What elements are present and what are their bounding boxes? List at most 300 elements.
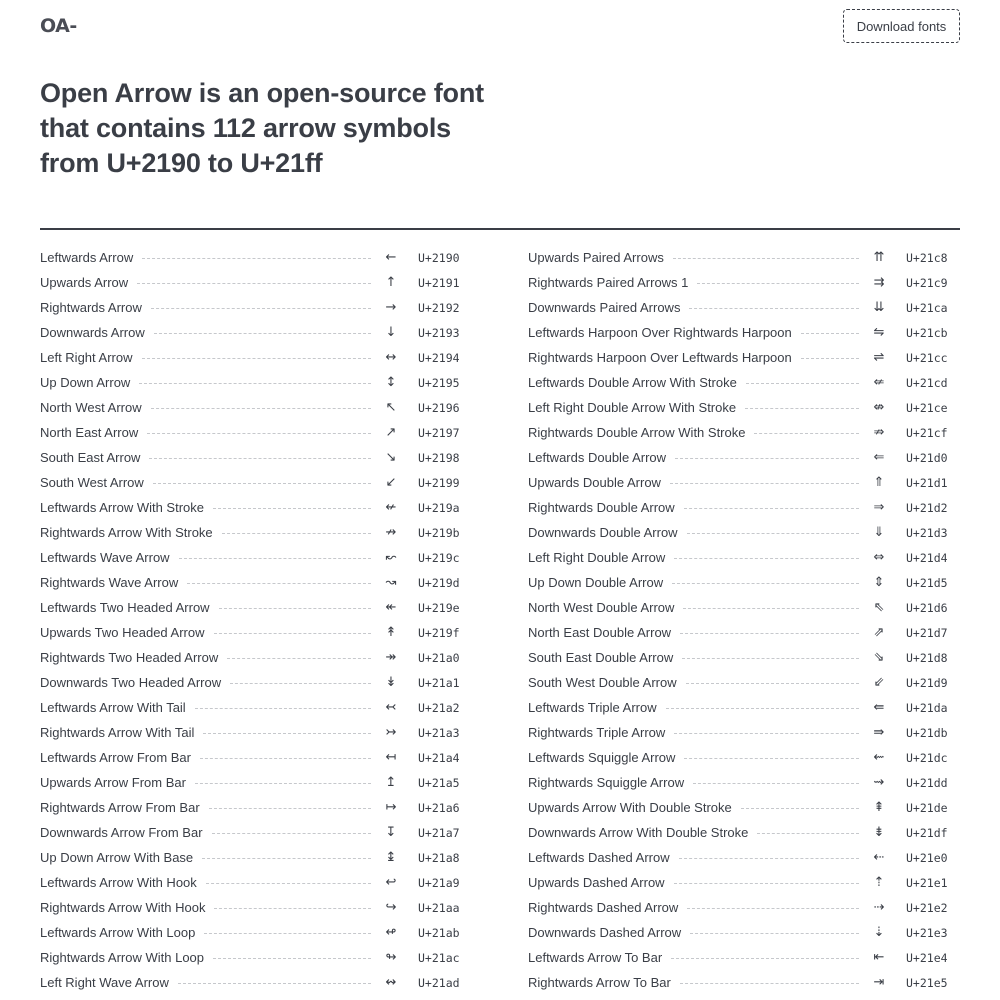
dotted-leader [682, 658, 859, 659]
arrow-name: Downwards Arrow [40, 325, 145, 340]
arrow-glyph-icon: ⇋ [873, 325, 885, 340]
arrow-name: Rightwards Arrow With Hook [40, 900, 206, 915]
arrow-name: Leftwards Double Arrow With Stroke [528, 375, 737, 390]
arrow-glyph-icon: ↤ [385, 750, 397, 765]
arrow-glyph-icon: ⇡ [873, 875, 885, 890]
unicode-codepoint: U+21d8 [906, 650, 948, 665]
arrow-name: Leftwards Squiggle Arrow [528, 750, 676, 765]
arrow-row [40, 795, 472, 820]
arrow-list-left [40, 245, 472, 995]
arrow-glyph-icon: ⇜ [873, 750, 885, 765]
arrow-name: Downwards Two Headed Arrow [40, 675, 222, 690]
arrow-glyph-icon: ⇖ [873, 600, 885, 615]
arrow-name: Rightwards Arrow With Loop [40, 950, 205, 965]
arrow-row [528, 570, 960, 595]
arrow-row [40, 545, 472, 570]
arrow-name: Leftwards Triple Arrow [528, 700, 657, 715]
arrow-glyph-icon: ↜ [385, 550, 397, 565]
arrow-row [40, 920, 472, 945]
arrow-row [528, 470, 960, 495]
unicode-codepoint: U+21e5 [906, 975, 948, 990]
dotted-leader [680, 983, 859, 984]
unicode-codepoint: U+21d2 [906, 500, 948, 515]
dotted-leader [147, 433, 371, 434]
arrow-name: Rightwards Arrow From Bar [40, 800, 200, 815]
unicode-codepoint: U+21cb [906, 325, 948, 340]
unicode-codepoint: U+219f [418, 625, 460, 640]
unicode-codepoint: U+21a9 [418, 875, 460, 890]
dotted-leader [212, 833, 371, 834]
dotted-leader [203, 733, 371, 734]
dotted-leader [674, 733, 859, 734]
unicode-codepoint: U+21c9 [906, 275, 948, 290]
arrow-glyph-icon: ⇕ [873, 575, 885, 590]
arrow-glyph-icon: ⇝ [873, 775, 885, 790]
arrow-name: Up Down Arrow With Base [40, 850, 194, 865]
arrow-glyph-icon: ↙ [385, 475, 397, 490]
dotted-leader [741, 808, 859, 809]
arrow-name: Downwards Arrow With Double Stroke [528, 825, 749, 840]
unicode-codepoint: U+219d [418, 575, 460, 590]
dotted-leader [213, 958, 371, 959]
arrow-row [40, 695, 472, 720]
arrow-row [528, 420, 960, 445]
arrow-glyph-icon: ⇐ [873, 450, 885, 465]
dotted-leader [153, 483, 371, 484]
unicode-codepoint: U+21a3 [418, 725, 460, 740]
arrow-glyph-icon: ↣ [385, 725, 397, 740]
dotted-leader [187, 583, 371, 584]
arrow-row [40, 945, 472, 970]
unicode-codepoint: U+21dc [906, 750, 948, 765]
arrow-glyph-icon: ↡ [385, 675, 397, 690]
arrow-row [528, 820, 960, 845]
unicode-codepoint: U+2198 [418, 450, 460, 465]
arrow-row [528, 595, 960, 620]
arrow-name: North West Double Arrow [528, 600, 675, 615]
unicode-codepoint: U+2191 [418, 275, 460, 290]
arrow-row [528, 245, 960, 270]
dotted-leader [214, 908, 371, 909]
unicode-codepoint: U+21db [906, 725, 948, 740]
arrow-glyph-icon: → [385, 300, 397, 315]
arrow-row [40, 770, 472, 795]
arrow-glyph-icon: ↚ [385, 500, 397, 515]
arrow-name: South West Double Arrow [528, 675, 677, 690]
arrow-name: South East Double Arrow [528, 650, 674, 665]
arrow-row [528, 370, 960, 395]
dotted-leader [674, 883, 859, 884]
unicode-codepoint: U+21d9 [906, 675, 948, 690]
arrow-row [40, 320, 472, 345]
arrow-name: Upwards Dashed Arrow [528, 875, 665, 890]
arrow-row [40, 745, 472, 770]
arrow-name: Leftwards Arrow From Bar [40, 750, 191, 765]
arrow-name: Leftwards Arrow With Hook [40, 875, 197, 890]
dotted-leader [200, 758, 371, 759]
arrow-row [528, 445, 960, 470]
dotted-leader [139, 383, 371, 384]
dotted-leader [195, 708, 371, 709]
arrow-glyph-icon: ⇛ [873, 725, 885, 740]
arrow-row [40, 870, 472, 895]
arrow-row [528, 295, 960, 320]
unicode-codepoint: U+21d3 [906, 525, 948, 540]
dotted-leader [757, 833, 859, 834]
arrow-glyph-icon: ⇌ [873, 350, 885, 365]
dotted-leader [666, 708, 859, 709]
arrow-row [528, 770, 960, 795]
arrow-glyph-icon: ⇞ [873, 800, 885, 815]
arrow-name: Downwards Double Arrow [528, 525, 678, 540]
arrow-row [40, 595, 472, 620]
dotted-leader [142, 258, 371, 259]
arrow-glyph-icon: ↫ [385, 925, 397, 940]
unicode-codepoint: U+21da [906, 700, 948, 715]
arrow-row [40, 845, 472, 870]
unicode-codepoint: U+21dd [906, 775, 948, 790]
dotted-leader [671, 958, 859, 959]
arrow-row [528, 920, 960, 945]
unicode-codepoint: U+21cd [906, 375, 948, 390]
dotted-leader [675, 458, 859, 459]
dotted-leader [178, 983, 371, 984]
dotted-leader [206, 883, 371, 884]
page-headline: Open Arrow is an open-source font that contains 112 arrow symbols from U+2190 to U+21ff [40, 78, 484, 178]
unicode-codepoint: U+21a4 [418, 750, 460, 765]
download-fonts-button[interactable]: Download fonts [843, 9, 960, 43]
dotted-leader [214, 633, 371, 634]
unicode-codepoint: U+21a1 [418, 675, 460, 690]
arrow-glyph-icon: ⇈ [873, 250, 885, 265]
arrow-name: Rightwards Dashed Arrow [528, 900, 679, 915]
arrow-name: Rightwards Double Arrow With Stroke [528, 425, 746, 440]
arrow-name: Leftwards Arrow To Bar [528, 950, 663, 965]
unicode-codepoint: U+21e0 [906, 850, 948, 865]
arrow-name: Leftwards Arrow With Stroke [40, 500, 204, 515]
arrow-glyph-icon: ↔ [385, 350, 397, 365]
arrow-row [528, 795, 960, 820]
arrow-name: North East Arrow [40, 425, 139, 440]
arrow-glyph-icon: ⇗ [873, 625, 885, 640]
arrow-row [40, 370, 472, 395]
arrow-name: Leftwards Arrow With Tail [40, 700, 186, 715]
unicode-codepoint: U+21a2 [418, 700, 460, 715]
dotted-leader [230, 683, 371, 684]
arrow-glyph-icon: ⇊ [873, 300, 885, 315]
arrow-glyph-icon: ↥ [385, 775, 397, 790]
dotted-leader [693, 783, 859, 784]
arrow-row [40, 395, 472, 420]
arrow-row [40, 470, 472, 495]
arrow-row [528, 720, 960, 745]
dotted-leader [687, 908, 859, 909]
unicode-codepoint: U+219b [418, 525, 460, 540]
arrow-row [40, 245, 472, 270]
dotted-leader [686, 683, 859, 684]
unicode-codepoint: U+21a8 [418, 850, 460, 865]
dotted-leader [179, 558, 371, 559]
arrow-name: Left Right Double Arrow [528, 550, 666, 565]
dotted-leader [697, 283, 859, 284]
arrow-glyph-icon: ⇑ [873, 475, 885, 490]
arrow-row [528, 845, 960, 870]
arrow-name: Leftwards Arrow With Loop [40, 925, 196, 940]
arrow-glyph-icon: ↞ [385, 600, 397, 615]
unicode-codepoint: U+21e3 [906, 925, 948, 940]
dotted-leader [137, 283, 371, 284]
unicode-codepoint: U+219a [418, 500, 460, 515]
arrow-row [40, 895, 472, 920]
dotted-leader [687, 533, 859, 534]
arrow-name: Leftwards Double Arrow [528, 450, 667, 465]
unicode-codepoint: U+21cf [906, 425, 948, 440]
arrow-glyph-icon: ⇘ [873, 650, 885, 665]
unicode-codepoint: U+2194 [418, 350, 460, 365]
arrow-row [40, 570, 472, 595]
arrow-glyph-icon: ↝ [385, 575, 397, 590]
arrow-glyph-icon: ⇎ [873, 400, 885, 415]
arrow-glyph-icon: ⇣ [873, 925, 885, 940]
arrow-row [528, 945, 960, 970]
unicode-codepoint: U+21ab [418, 925, 460, 940]
arrow-name: Rightwards Arrow [40, 300, 142, 315]
arrow-glyph-icon: ↢ [385, 700, 397, 715]
arrow-row [528, 645, 960, 670]
unicode-codepoint: U+2196 [418, 400, 460, 415]
arrow-name: Up Down Double Arrow [528, 575, 664, 590]
arrow-name: Upwards Two Headed Arrow [40, 625, 205, 640]
arrow-row [40, 270, 472, 295]
arrow-glyph-icon: ↧ [385, 825, 397, 840]
arrow-name: Rightwards Double Arrow [528, 500, 675, 515]
logo[interactable]: OA- [40, 15, 77, 37]
arrow-row [40, 720, 472, 745]
unicode-codepoint: U+21ce [906, 400, 948, 415]
unicode-codepoint: U+21d0 [906, 450, 948, 465]
arrow-name: Upwards Arrow From Bar [40, 775, 186, 790]
arrow-row [40, 645, 472, 670]
arrow-name: Rightwards Squiggle Arrow [528, 775, 685, 790]
arrow-glyph-icon: ⇒ [873, 500, 885, 515]
arrow-glyph-icon: ↭ [385, 975, 397, 990]
unicode-codepoint: U+2195 [418, 375, 460, 390]
unicode-codepoint: U+2192 [418, 300, 460, 315]
arrow-name: Rightwards Arrow To Bar [528, 975, 671, 990]
dotted-leader [672, 583, 859, 584]
arrow-row [40, 495, 472, 520]
dotted-leader [745, 408, 859, 409]
dotted-leader [801, 358, 859, 359]
arrow-name: Left Right Wave Arrow [40, 975, 169, 990]
arrow-name: Leftwards Harpoon Over Rightwards Harpoon [528, 325, 792, 340]
arrow-row [40, 295, 472, 320]
unicode-codepoint: U+21a7 [418, 825, 460, 840]
dotted-leader [151, 308, 371, 309]
arrow-name: Downwards Arrow From Bar [40, 825, 203, 840]
arrow-glyph-icon: ↬ [385, 950, 397, 965]
arrow-glyph-icon: ⇔ [873, 550, 885, 565]
arrow-row [528, 495, 960, 520]
dotted-leader [684, 508, 859, 509]
arrow-row [528, 895, 960, 920]
arrow-glyph-icon: ↕ [385, 375, 397, 390]
dotted-leader [151, 408, 371, 409]
unicode-codepoint: U+21d4 [906, 550, 948, 565]
unicode-codepoint: U+21e2 [906, 900, 948, 915]
arrow-row [528, 970, 960, 995]
arrow-name: Left Right Double Arrow With Stroke [528, 400, 737, 415]
arrow-glyph-icon: ↪ [385, 900, 397, 915]
arrow-glyph-icon: ⇉ [873, 275, 885, 290]
dotted-leader [213, 508, 371, 509]
dotted-leader [202, 858, 371, 859]
arrow-glyph-icon: ↓ [385, 325, 397, 340]
dotted-leader [209, 808, 371, 809]
arrow-name: South East Arrow [40, 450, 141, 465]
arrow-row [528, 870, 960, 895]
divider [40, 228, 960, 230]
unicode-codepoint: U+219e [418, 600, 460, 615]
unicode-codepoint: U+21d6 [906, 600, 948, 615]
arrow-glyph-icon: ↛ [385, 525, 397, 540]
arrow-list-right [528, 245, 960, 995]
unicode-codepoint: U+21e1 [906, 875, 948, 890]
dotted-leader [683, 608, 859, 609]
arrow-glyph-icon: ⇓ [873, 525, 885, 540]
dotted-leader [801, 333, 859, 334]
arrow-name: Upwards Double Arrow [528, 475, 661, 490]
arrow-glyph-icon: ↑ [385, 275, 397, 290]
dotted-leader [673, 258, 859, 259]
dotted-leader [154, 333, 371, 334]
dotted-leader [222, 533, 371, 534]
unicode-codepoint: U+21d5 [906, 575, 948, 590]
arrow-glyph-icon: ↩ [385, 875, 397, 890]
arrow-row [528, 620, 960, 645]
arrow-name: Leftwards Arrow [40, 250, 134, 265]
dotted-leader [690, 933, 859, 934]
unicode-codepoint: U+21d7 [906, 625, 948, 640]
arrow-row [40, 445, 472, 470]
dotted-leader [679, 858, 859, 859]
dotted-leader [674, 558, 859, 559]
arrow-name: Rightwards Triple Arrow [528, 725, 666, 740]
unicode-codepoint: U+21ac [418, 950, 460, 965]
unicode-codepoint: U+2190 [418, 250, 460, 265]
unicode-codepoint: U+21e4 [906, 950, 948, 965]
unicode-codepoint: U+21ca [906, 300, 948, 315]
dotted-leader [149, 458, 371, 459]
dotted-leader [754, 433, 859, 434]
unicode-codepoint: U+21de [906, 800, 948, 815]
dotted-leader [746, 383, 859, 384]
dotted-leader [219, 608, 371, 609]
arrow-name: Upwards Arrow With Double Stroke [528, 800, 732, 815]
arrow-glyph-icon: ← [385, 250, 397, 265]
arrow-glyph-icon: ⇟ [873, 825, 885, 840]
arrow-row [528, 695, 960, 720]
arrow-glyph-icon: ↦ [385, 800, 397, 815]
arrow-row [528, 395, 960, 420]
arrow-glyph-icon: ↗ [385, 425, 397, 440]
unicode-codepoint: U+21c8 [906, 250, 948, 265]
arrow-name: Downwards Paired Arrows [528, 300, 681, 315]
unicode-codepoint: U+21ad [418, 975, 460, 990]
unicode-codepoint: U+21df [906, 825, 948, 840]
unicode-codepoint: U+21a5 [418, 775, 460, 790]
arrow-name: North East Double Arrow [528, 625, 672, 640]
dotted-leader [142, 358, 372, 359]
arrow-glyph-icon: ↨ [385, 850, 397, 865]
arrow-glyph-icon: ⇍ [873, 375, 885, 390]
dotted-leader [689, 308, 859, 309]
arrow-glyph-icon: ⇏ [873, 425, 885, 440]
arrow-name: Rightwards Arrow With Tail [40, 725, 195, 740]
arrow-name: Left Right Arrow [40, 350, 133, 365]
arrow-name: Rightwards Arrow With Stroke [40, 525, 213, 540]
arrow-row [40, 670, 472, 695]
unicode-codepoint: U+21cc [906, 350, 948, 365]
arrow-row [40, 820, 472, 845]
dotted-leader [670, 483, 859, 484]
arrow-row [528, 545, 960, 570]
arrow-name: Rightwards Harpoon Over Leftwards Harpoon [528, 350, 792, 365]
arrow-row [528, 345, 960, 370]
arrow-row [528, 320, 960, 345]
arrow-glyph-icon: ↟ [385, 625, 397, 640]
arrow-name: Leftwards Dashed Arrow [528, 850, 670, 865]
arrow-row [528, 670, 960, 695]
dotted-leader [684, 758, 859, 759]
arrow-glyph-icon: ⇤ [873, 950, 885, 965]
arrow-row [40, 345, 472, 370]
arrow-glyph-icon: ⇚ [873, 700, 885, 715]
arrow-row [40, 970, 472, 995]
arrow-name: Rightwards Wave Arrow [40, 575, 179, 590]
dotted-leader [680, 633, 859, 634]
unicode-codepoint: U+21aa [418, 900, 460, 915]
dotted-leader [204, 933, 371, 934]
arrow-glyph-icon: ↠ [385, 650, 397, 665]
arrow-glyph-icon: ⇙ [873, 675, 885, 690]
arrow-glyph-icon: ⇢ [873, 900, 885, 915]
unicode-codepoint: U+21d1 [906, 475, 948, 490]
arrow-glyph-icon: ↖ [385, 400, 397, 415]
arrow-name: North West Arrow [40, 400, 142, 415]
arrow-row [528, 745, 960, 770]
arrow-name: Upwards Paired Arrows [528, 250, 664, 265]
arrow-row [528, 270, 960, 295]
arrow-name: Up Down Arrow [40, 375, 131, 390]
arrow-name: Rightwards Two Headed Arrow [40, 650, 219, 665]
unicode-codepoint: U+21a0 [418, 650, 460, 665]
arrow-name: Leftwards Two Headed Arrow [40, 600, 210, 615]
arrow-name: Upwards Arrow [40, 275, 129, 290]
arrow-name: South West Arrow [40, 475, 144, 490]
dotted-leader [195, 783, 371, 784]
arrow-name: Downwards Dashed Arrow [528, 925, 682, 940]
arrow-row [40, 420, 472, 445]
arrow-row [528, 520, 960, 545]
arrow-name: Leftwards Wave Arrow [40, 550, 170, 565]
unicode-codepoint: U+219c [418, 550, 460, 565]
unicode-codepoint: U+2197 [418, 425, 460, 440]
arrow-row [40, 620, 472, 645]
dotted-leader [227, 658, 371, 659]
unicode-codepoint: U+2193 [418, 325, 460, 340]
arrow-name: Rightwards Paired Arrows 1 [528, 275, 689, 290]
